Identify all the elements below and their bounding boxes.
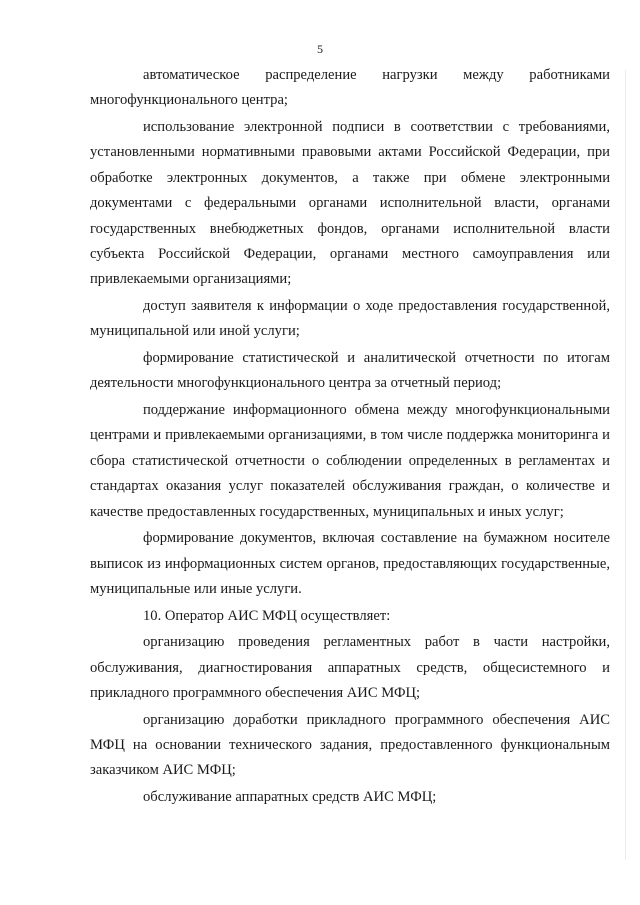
paragraph-electronic-signature: использование электронной подписи в соответствии с требованиями, установленными нормативными правовыми актами Российской Федерации, при обработке электронных документов, а также при обмене электронными документами с федеральными органами исполнительной власти, органами государственных внебюджетных фондов, органами исполнительной власти субъекта Российской Федерации, органами местного самоуправления или привлекаемыми организациями; (90, 119, 610, 288)
document-body (90, 63, 610, 812)
paragraph-load-distribution: автоматическое распределение нагрузки между работниками многофункционального центра; (90, 67, 610, 109)
paragraph-maintenance-works: организацию проведения регламентных работ в части настройки, обслуживания, диагностирования аппаратных средств, общесистемного и прикладного программного обеспечения АИС МФЦ; (90, 634, 610, 702)
paragraph-information-exchange: поддержание информационного обмена между многофункциональными центрами и привлекаемыми организациями, в том числе поддержка мониторинга и сбора статистической отчетности о соблюдении определенных в регламентах и стандартах оказания услуг показателей обслуживания граждан, о количестве и качестве предоставленных государственных, муниципальных и иных услуг; (90, 402, 610, 520)
paragraph-operator-heading: 10. Оператор АИС МФЦ осуществляет: (143, 607, 391, 624)
paragraph-hardware-service: обслуживание аппаратных средств АИС МФЦ; (143, 789, 437, 806)
page-number: 5 (317, 42, 323, 56)
paragraph-software-development: организацию доработки прикладного программного обеспечения АИС МФЦ на основании технического задания, предоставленного функциональным заказчиком АИС МФЦ; (90, 711, 610, 779)
paragraph-applicant-access: доступ заявителя к информации о ходе предоставления государственной, муниципальной или иной услуги; (90, 298, 610, 340)
paragraph-statistical-reporting: формирование статистической и аналитической отчетности по итогам деятельности многофункционального центра за отчетный период; (90, 350, 610, 392)
scan-margin-line (625, 70, 626, 860)
paragraph-document-formation: формирование документов, включая составление на бумажном носителе выписок из информационных систем органов, предоставляющих государственные, муниципальные или иные услуги. (90, 530, 610, 598)
